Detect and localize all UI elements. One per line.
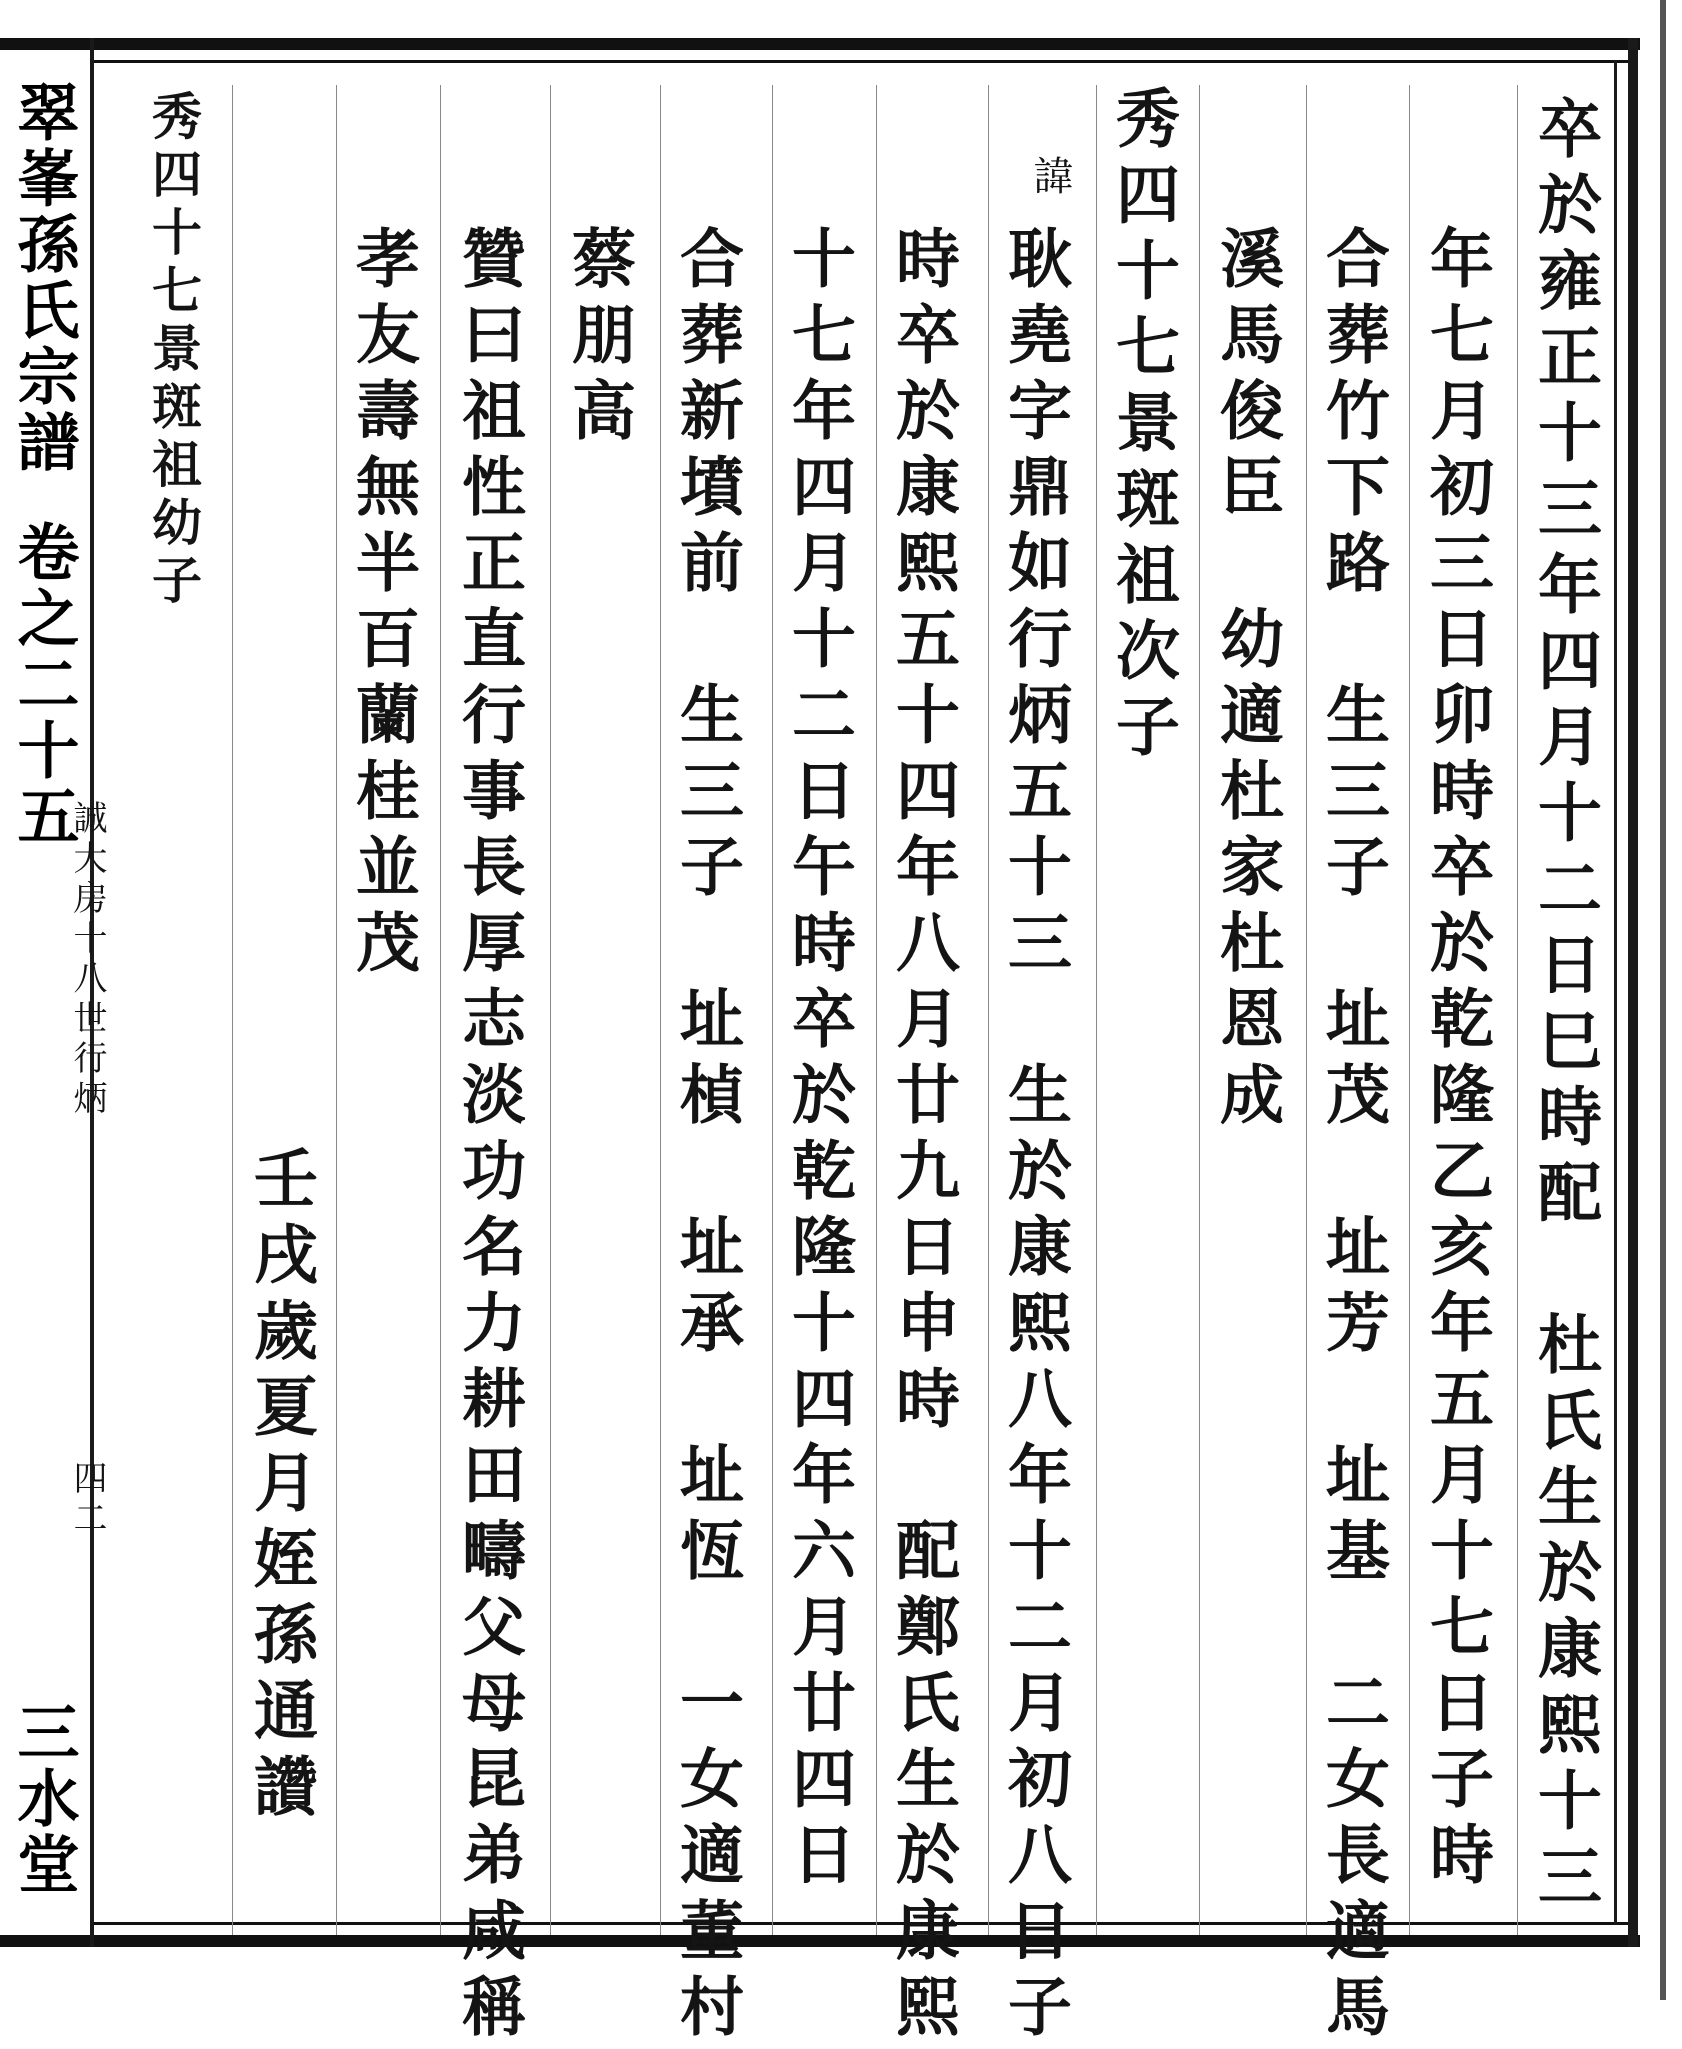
column-divider [232, 85, 233, 1935]
hall-name: 三水堂 [7, 1700, 80, 1898]
branch-label: 誠大房十八世行炳 [67, 800, 107, 1120]
text-column-12: 孝友壽無半百蘭桂並茂 [345, 225, 420, 985]
top-border [0, 38, 1640, 50]
text-column-11: 贊曰祖性正直行事長厚志淡功名力耕田疇父母昆弟咸稱 [451, 225, 526, 2049]
column-divider [988, 85, 989, 1935]
book-title: 翠峯孫氏宗譜 [7, 80, 80, 476]
column-divider [1409, 85, 1410, 1935]
page-number: 四二 [67, 1460, 107, 1540]
page-edge [1660, 0, 1666, 2000]
column-divider [1517, 85, 1518, 1935]
column-divider [550, 85, 551, 1935]
text-column-14: 秀四十七景斑祖幼子 [144, 90, 203, 612]
right-border-inner [1614, 60, 1617, 1925]
column-divider [440, 85, 441, 1935]
taboo-name-marker: 諱 [1027, 155, 1073, 201]
column-divider [876, 85, 877, 1935]
column-divider [1199, 85, 1200, 1935]
volume-label: 卷之二十五 [7, 520, 80, 850]
text-column-9: 合葬新墳前 生三子 址楨 址承 址恆 一女適董村 [669, 225, 744, 2049]
column-divider [772, 85, 773, 1935]
text-column-2: 年七月初三日卯時卒於乾隆乙亥年五月十七日子時 [1419, 225, 1494, 1897]
text-column-13: 壬戌歲夏月姪孫通讚 [243, 1145, 318, 1829]
top-border-inner [90, 60, 1630, 63]
bottom-border-inner [90, 1922, 1630, 1925]
text-column-10: 蔡朋高 [561, 225, 636, 453]
column-divider [660, 85, 661, 1935]
text-column-5: 秀四十七景斑祖次子 [1105, 85, 1180, 769]
text-column-6: 耿堯字鼎如行炳五十三 生於康熙八年十二月初八日子 [997, 225, 1072, 2049]
text-column-3: 合葬竹下路 生三子 址茂 址芳 址基 二女長適馬 [1315, 225, 1390, 2049]
text-column-4: 溪馬俊臣 幼適杜家杜恩成 [1209, 225, 1284, 1137]
column-divider [1306, 85, 1307, 1935]
right-border [1628, 38, 1638, 1947]
bottom-border [0, 1935, 1640, 1947]
column-divider [1096, 85, 1097, 1935]
text-column-8: 十七年四月十二日午時卒於乾隆十四年六月廿四日 [781, 225, 856, 1897]
text-column-7: 時卒於康熙五十四年八月廿九日申時 配鄭氏生於康熙 [885, 225, 960, 2049]
text-column-1: 卒於雍正十三年四月十二日巳時配 杜氏生於康熙十三 [1527, 95, 1602, 1919]
column-divider [336, 85, 337, 1935]
